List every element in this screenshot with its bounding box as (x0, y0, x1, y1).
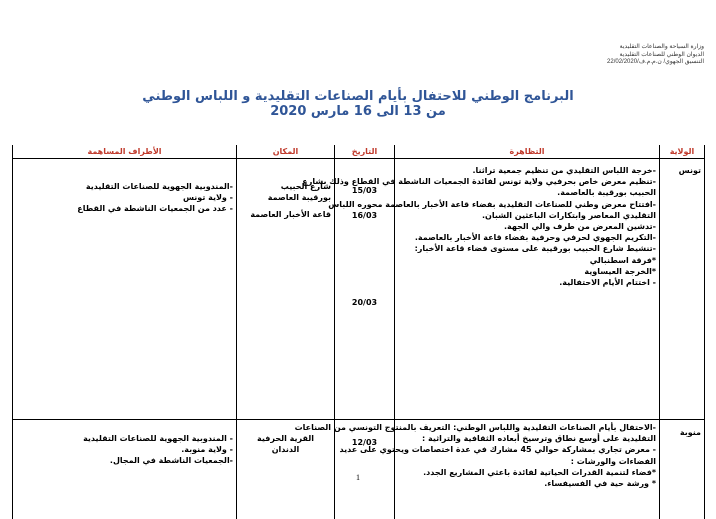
event-line: التقليدية على أوسع نطاق وترسيخ أبعاده الثقافية والتراثية : (398, 433, 656, 444)
date-cell (335, 420, 395, 519)
header-event: التظاهرة (395, 145, 660, 159)
event-line: * ورشة حية في الفسيفساء. (398, 478, 656, 489)
place-cell (237, 159, 335, 392)
ministry-header (564, 44, 704, 67)
event-line: الفضاءات والورشات : (398, 456, 656, 467)
event-line: -تنظيم معرض خاص بحرفيي ولاية تونس لفائدة الجمعيات الناشطة في القطاع وذلك بشارع (398, 176, 656, 187)
event-line: -تنشيط شارع الحبيب بورقيبة على مستوى فضاء قاعة الأخبار: (398, 243, 656, 254)
party-line: -المندوبية الجهوية للصناعات التقليدية (16, 181, 233, 192)
event-line: التقليدي المعاصر وابتكارات الباعثين الشبان. (398, 210, 656, 221)
date-value: 20/03 (338, 297, 391, 308)
event-line: -الاحتفال بأيام الصناعات التقليدية واللباس الوطني: التعريف بالمنتوج التونسي من الصناعات (398, 422, 656, 433)
place-line: قاعة الأخبار العاصمة (240, 209, 331, 220)
party-line: - المندوبية الجهوية للصناعات التقليدية (16, 433, 233, 444)
header-date: التاريخ (335, 145, 395, 159)
spacer-cell (237, 391, 335, 420)
header-wilaya: الولاية (660, 145, 705, 159)
spacer-cell (395, 391, 660, 420)
document-title: البرنامج الوطني للاحتفال بأيام الصناعات التقليدية و اللباس الوطني (0, 89, 716, 104)
place-cell (237, 420, 335, 519)
date-value: 12/03 (338, 437, 391, 448)
table-row (13, 159, 705, 392)
header-place: المكان (237, 145, 335, 159)
header-parties: الأطراف المساهمة (13, 145, 237, 159)
event-line: *الخرجة العيساوية (398, 266, 656, 277)
parties-cell (13, 420, 237, 519)
spacer-cell (13, 391, 237, 420)
parties-cell (13, 159, 237, 392)
party-line: -الجمعيات الناشطة في المجال. (16, 455, 233, 466)
place-line: القرية الحرفية (240, 433, 331, 444)
wilaya-cell: منوبة (660, 420, 705, 519)
place-line: بورقيبة العاصمة (240, 192, 331, 203)
spacer-cell (335, 391, 395, 420)
event-line: *فضاء لتنمية القدرات الحياتية لفائدة باعثي المشاريع الجدد. (398, 467, 656, 478)
event-line: - معرض تجاري بمشاركة حوالي 45 مشارك في عدة اختصاصات ويحتوي على عديد (398, 444, 656, 455)
event-line: -تدشين المعرض من طرف والي الجهة. (398, 221, 656, 232)
event-line: -التكريم الجهوي لحرفي وحرفية بفضاء قاعة الأخبار بالعاصمة. (398, 232, 656, 243)
event-line: -خرجة اللباس التقليدي من تنظيم جمعية تراثنا. (398, 165, 656, 176)
table-spacer-row (13, 391, 705, 420)
date-cell (335, 159, 395, 392)
program-table (12, 145, 705, 519)
spacer-cell (660, 391, 705, 420)
page-number: 1 (0, 473, 716, 482)
event-line: -افتتاح معرض وطني للصناعات التقليدية بفضاء قاعة الأخبار بالعاصمة محوره اللباس (398, 199, 656, 210)
header-line: وزارة السياحة والصناعات التقليدية (564, 44, 704, 52)
event-line: *فرقة اسطنبالي (398, 255, 656, 266)
event-line: الحبيب بورقيبة بالعاصمة. (398, 187, 656, 198)
header-line: التنسيق الجهوي/ ن.م.م.ف/22/02/2020 (564, 59, 704, 67)
date-value: 16/03 (338, 210, 391, 221)
event-cell (395, 159, 660, 392)
header-line: الديوان الوطني للصناعات التقليدية (564, 52, 704, 60)
place-line: شارع الحبيب (240, 181, 331, 192)
wilaya-cell: تونس (660, 159, 705, 392)
party-line: - ولاية منوبة. (16, 444, 233, 455)
table-row (13, 420, 705, 519)
document-subtitle: من 13 الى 16 مارس 2020 (0, 104, 716, 119)
event-cell (395, 420, 660, 519)
date-value: 15/03 (338, 185, 391, 196)
party-line: - ولاية تونس (16, 192, 233, 203)
event-line: - اختتام الأيام الاحتفالية. (398, 277, 656, 288)
place-line: الدندان (240, 444, 331, 455)
party-line: - عدد من الجمعيات الناشطة في القطاع (16, 203, 233, 214)
